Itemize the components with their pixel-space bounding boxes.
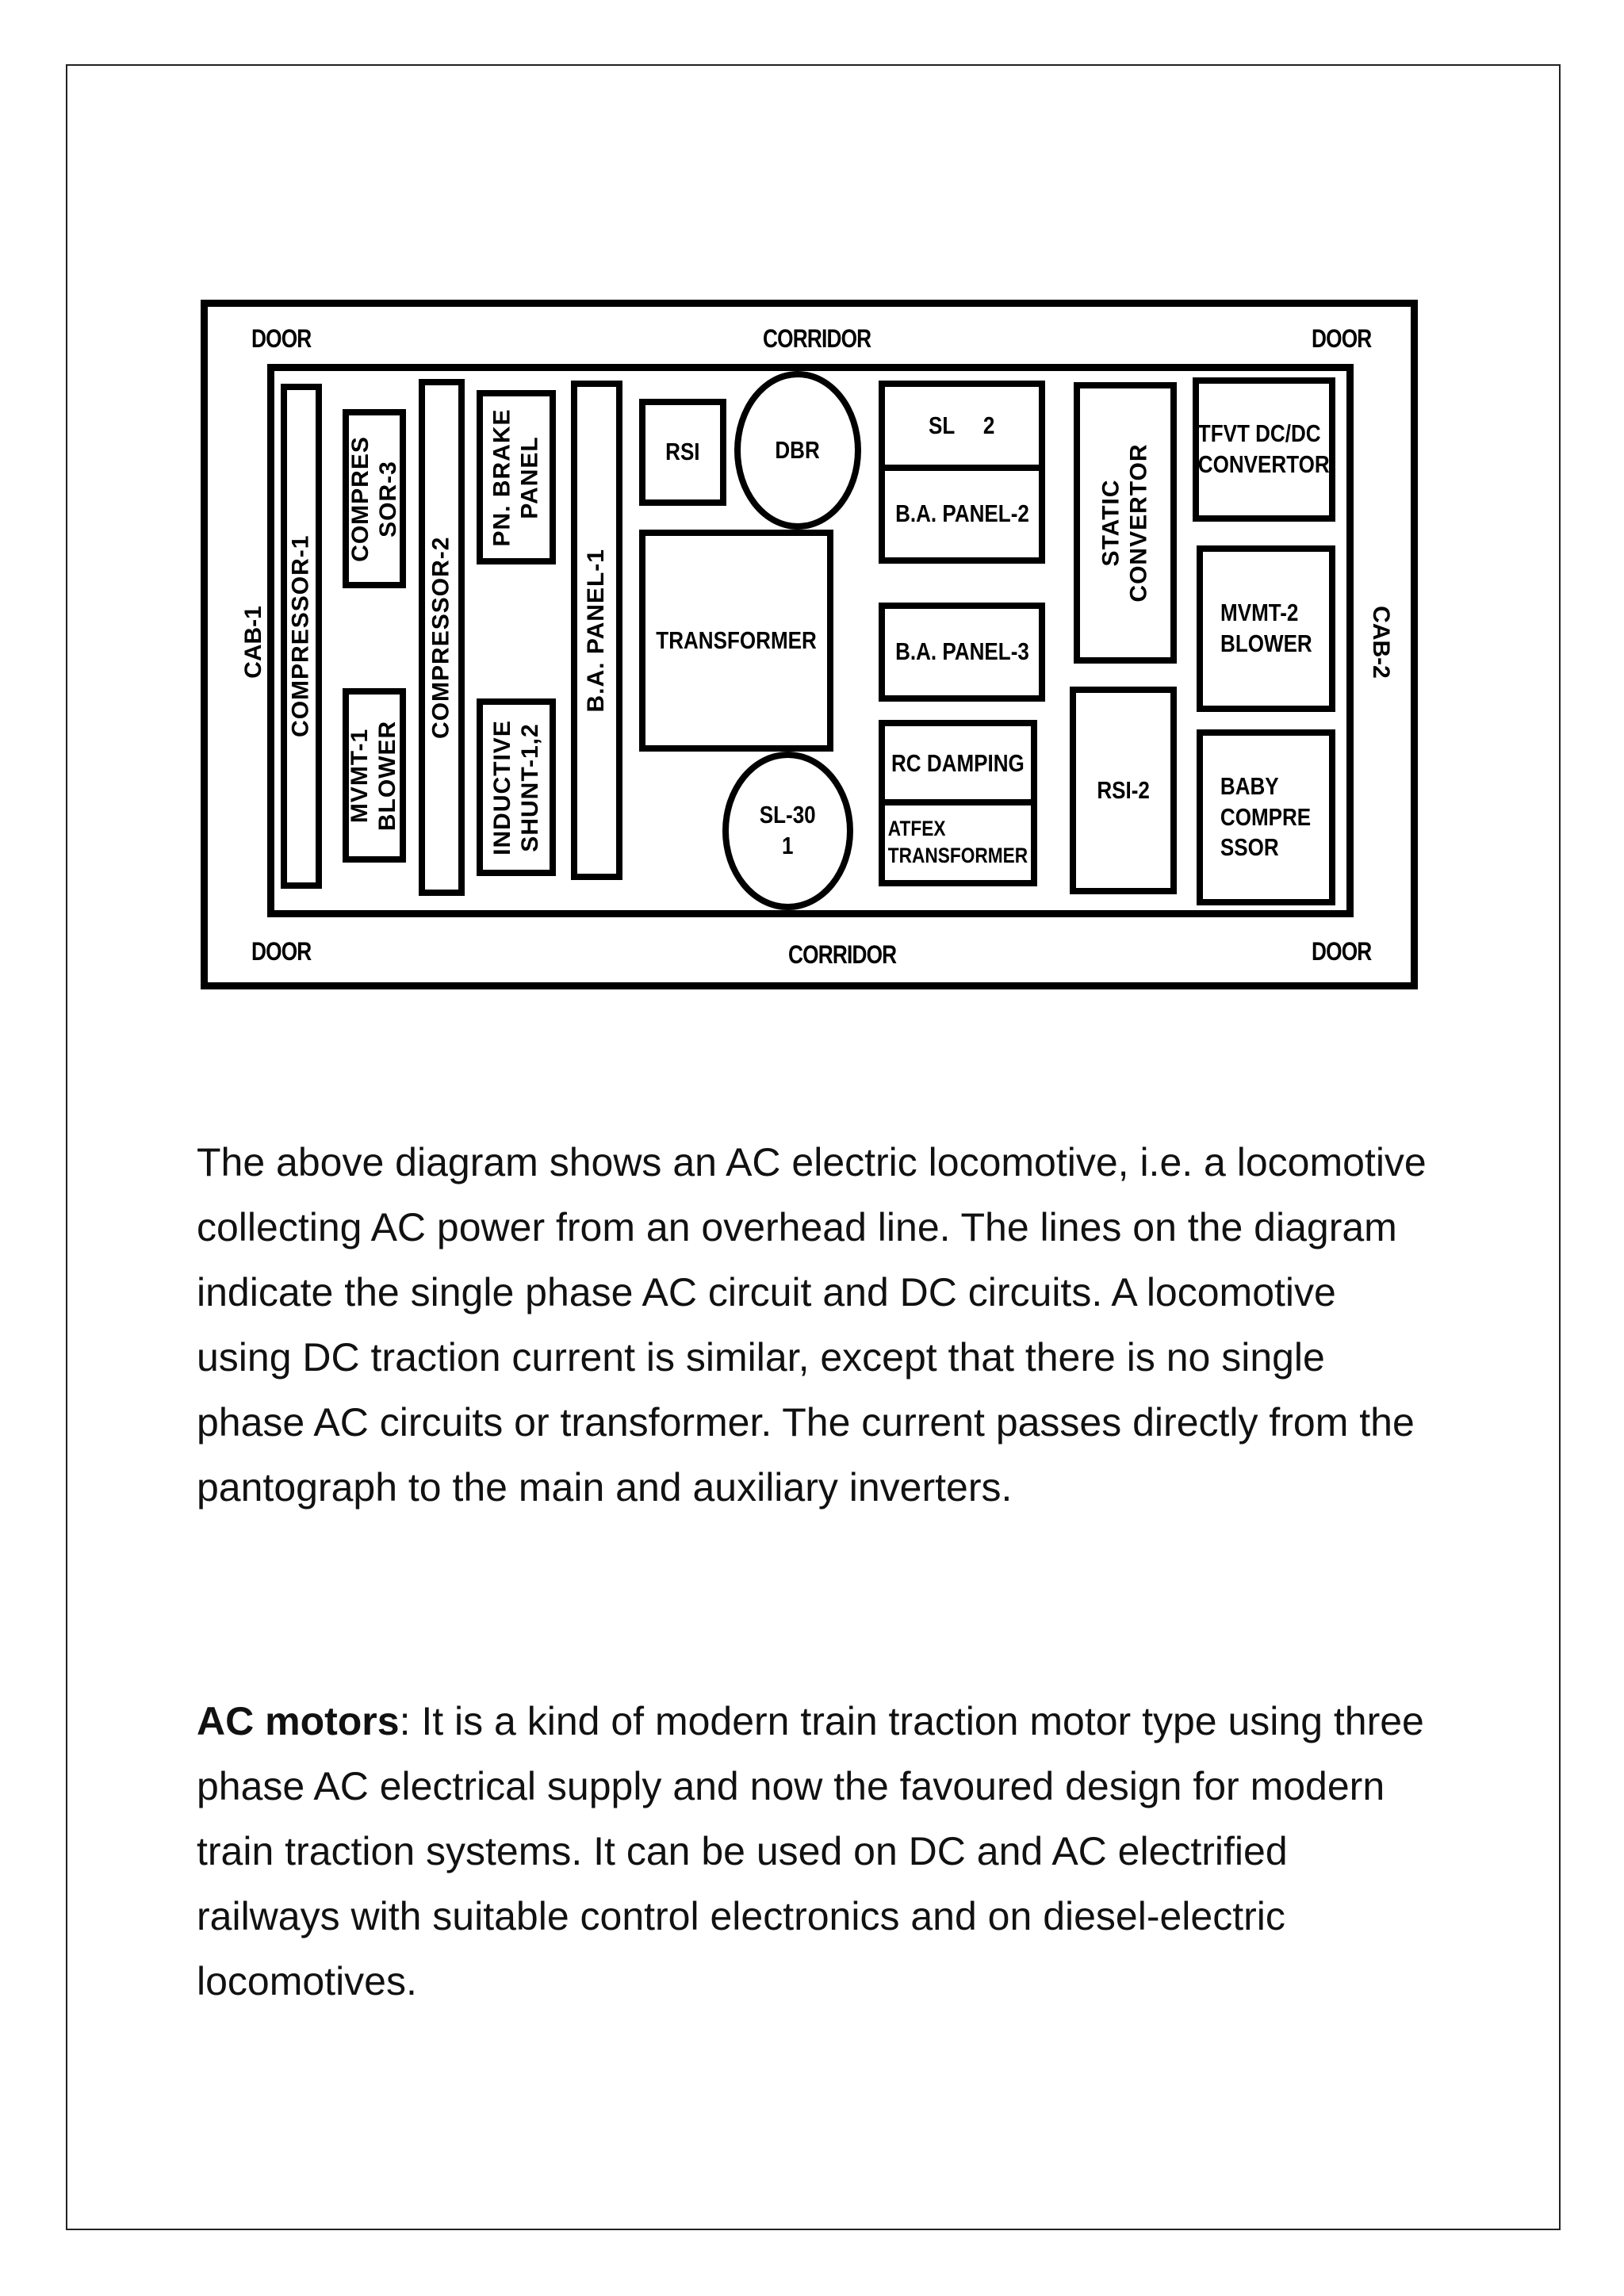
static-convertor-box <box>1074 382 1177 664</box>
ba-panel-3-box <box>879 603 1045 702</box>
sl-30-1-label: SL-30 1 <box>760 801 816 859</box>
baby-compressor-box <box>1197 729 1335 905</box>
baby-compressor-label: BABY COMPRE SSOR <box>1220 771 1312 862</box>
atfex-transformer-label: ATFEX TRANSFORMER <box>887 817 1028 867</box>
rsi-2-box <box>1070 687 1177 894</box>
paragraph-ac-motors <box>197 1689 1442 2014</box>
inductive-shunt-box <box>477 698 556 876</box>
ba-panel-1-label: B.A. PANEL-1 <box>583 548 610 713</box>
rsi-label: RSI <box>665 438 700 466</box>
compressor-1-box <box>281 384 322 889</box>
compressor-3-box <box>343 409 406 588</box>
pn-brake-panel-box <box>477 390 556 564</box>
ac-motors-definition: : It is a kind of modern train traction motor type using three phase AC electrical supply and now the favoured design for modern train traction systems. It can be used on DC and AC electrified railways with suitable control electronics and on diesel-electric locomotives. <box>197 1699 1424 2003</box>
compressor-2-box <box>419 379 465 896</box>
rc-damping-box <box>879 720 1037 807</box>
engine-room-outline <box>267 364 1354 917</box>
sl-30-1-circle <box>722 752 853 910</box>
mvmt-2-blower-box <box>1197 545 1335 712</box>
atfex-transformer-box <box>879 799 1037 886</box>
tfvt-dcdc-convertor-label: TFVT DC/DC CONVERTOR <box>1198 419 1330 478</box>
dbr-circle <box>734 371 861 530</box>
door-label-bottom-left: DOOR <box>251 937 312 966</box>
compressor-3-label: COMPRES SOR-3 <box>347 435 400 562</box>
inductive-shunt-label: INDUCTIVE SHUNT-1,2 <box>488 719 542 855</box>
static-convertor-label: STATIC CONVERTOR <box>1097 443 1152 603</box>
sl-2-box <box>879 381 1045 472</box>
corridor-label-bottom: CORRIDOR <box>788 940 897 969</box>
ba-panel-1-box <box>571 381 622 880</box>
locomotive-layout-diagram <box>201 300 1418 989</box>
sl-2-label: SL 2 <box>929 411 995 440</box>
mvmt-1-blower-label: MVMT-1 BLOWER <box>347 720 401 831</box>
door-label-top-left: DOOR <box>251 324 312 353</box>
rsi-2-label: RSI-2 <box>1097 775 1150 804</box>
mvmt-1-blower-box <box>343 688 406 863</box>
ba-panel-2-box <box>879 465 1045 564</box>
corridor-label-top: CORRIDOR <box>763 324 871 353</box>
rc-damping-label: RC DAMPING <box>891 748 1025 777</box>
pn-brake-panel-label: PN. BRAKE PANEL <box>488 408 543 547</box>
door-label-top-right: DOOR <box>1312 324 1372 353</box>
transformer-label: TRANSFORMER <box>656 626 817 654</box>
cab-2-label: CAB-2 <box>1368 606 1395 679</box>
paragraph-ac-locomotive: The above diagram shows an AC electric locomotive, i.e. a locomotive collecting AC power from an overhead line. The lines on the diagram indicate the single phase AC circuit and DC circuits. A locomotive using DC traction current is similar, except that there is no single phase AC circuits or transformer. The current passes directly from the pantograph to the main and auxiliary inverters. <box>197 1140 1427 1510</box>
door-label-bottom-right: DOOR <box>1312 937 1372 966</box>
tfvt-dcdc-convertor-box <box>1193 377 1335 522</box>
ac-motors-term: AC motors <box>197 1699 400 1743</box>
mvmt-2-blower-label: MVMT-2 BLOWER <box>1220 599 1312 657</box>
compressor-2-label: COMPRESSOR-2 <box>427 536 454 739</box>
cab-1-label: CAB-1 <box>239 606 266 679</box>
dbr-label: DBR <box>775 435 821 464</box>
ba-panel-2-label: B.A. PANEL-2 <box>894 499 1029 528</box>
ba-panel-3-label: B.A. PANEL-3 <box>894 637 1029 666</box>
compressor-1-label: COMPRESSOR-1 <box>287 534 314 738</box>
transformer-box <box>639 530 833 752</box>
rsi-box <box>639 399 726 506</box>
